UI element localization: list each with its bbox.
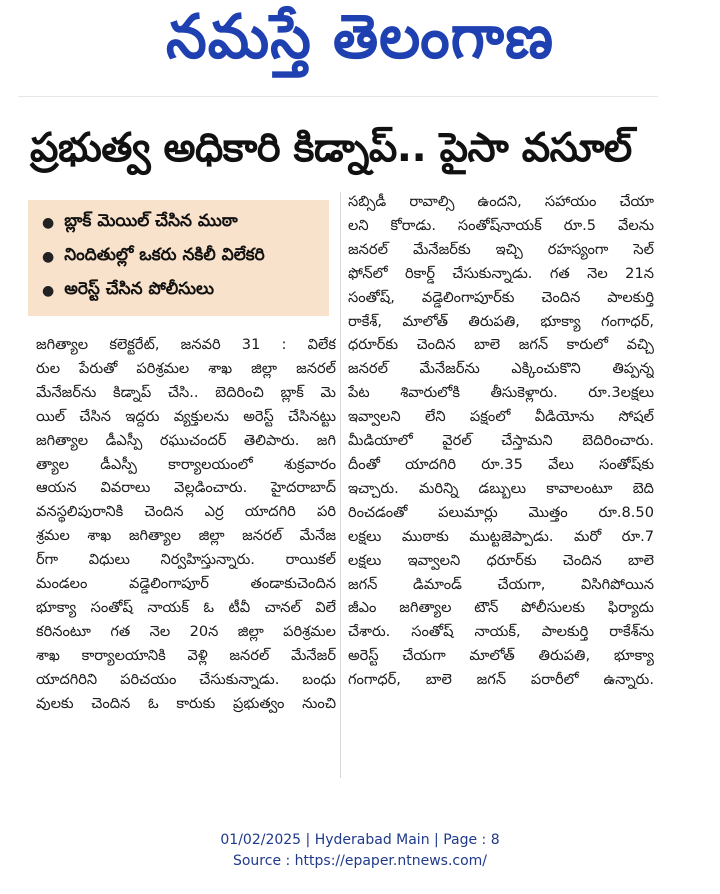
- text-line: జగన్‌ డిమాండ్‌ చేయగా, విసిగిపోయిన: [348, 575, 654, 593]
- text-line: మేనేజర్‌ను కిడ్నాప్‌ చేసి.. బెదిరించి బ్లాక్‌ మె: [36, 383, 336, 401]
- text-line: శాఖ కార్యాలయానికి వెళ్లి జనరల్‌ మేనేజర్‌: [36, 646, 336, 664]
- text-line: లని కోరాడు. సంతోష్‌నాయక్‌ రూ.5 వేలను: [348, 216, 654, 234]
- footer-date-edition: 01/02/2025 | Hyderabad Main | Page : 8: [220, 832, 500, 848]
- text-line: యిల్‌ చేసిన ఇద్దరు వ్యక్తులను అరెస్ట్‌ చేసినట్టు: [36, 407, 336, 425]
- text-line: ధరూర్‌కు చెందిన బాలె జగన్‌ కారులో వచ్చి: [348, 336, 654, 354]
- highlight-item: [42, 276, 214, 306]
- text-line: జీఎం జగిత్యాల టౌన్‌ పోలీసులకు ఫిర్యాదు: [348, 599, 654, 617]
- text-line: కరినంటూ గత నెల 20న జిల్లా పరిశ్రమల: [36, 622, 336, 640]
- highlights-box: [28, 200, 329, 316]
- text-line: లక్షలు ఇవ్వాలని ధరూర్‌కు చెందిన బాలె: [348, 551, 654, 569]
- text-line: లక్షలు ముఠాకు ముట్టజెప్పాడు. మరో రూ.7: [348, 527, 654, 545]
- text-line: అరెస్ట్‌ చేయగా మాలోత్‌ తిరుపతి, భూక్యా: [348, 647, 654, 665]
- text-line: మీడియాలో వైరల్‌ చేస్తామని బెదిరించారు.: [348, 432, 654, 450]
- text-line: సంతోష్‌, వడ్డెలింగాపూర్‌కు చెందిన పాలకుర్తి: [348, 288, 654, 306]
- text-line: రుల పేరుతో పరిశ్రమల శాఖ జిల్లా జనరల్‌: [36, 359, 336, 377]
- text-line: జగిత్యాల కలెక్టరేట్‌, జనవరి 31 : విలేక: [36, 336, 336, 353]
- masthead-title: నమస్తే తెలంగాణ: [166, 0, 554, 72]
- text-line: త్యాల డీఎస్పీ కార్యాలయంలో శుక్రవారం: [36, 455, 336, 473]
- text-line: రాకేశ్‌, మాలోత్‌ తిరుపతి, భూక్యా గంగాధర్‌,: [348, 312, 654, 330]
- column-divider: [340, 192, 341, 778]
- text-line: రించడంతో పలుమార్లు మొత్తం రూ.8.50: [348, 503, 654, 521]
- highlight-text: అరెస్ట్‌ చేసిన పోలీసులు: [64, 279, 214, 299]
- text-line: ఇవ్వాలని లేని పక్షంలో వీడియోను సోషల్‌: [348, 408, 654, 426]
- text-line: ర్‌గా విధులు నిర్వహిస్తున్నారు. రాయికల్‌: [36, 551, 336, 569]
- bullet-icon: ●: [42, 283, 55, 299]
- text-line: గంగాధర్‌, బాలె జగన్‌ పరారీలో ఉన్నారు.: [348, 671, 654, 689]
- article-column-right: [348, 190, 654, 692]
- text-line: వులకు చెందిన ఓ కారుకు ప్రభుత్వం నుంచి: [36, 694, 336, 712]
- text-line: వనస్థలిపురానికి చెందిన ఎర్ర యాదగిరి పరి: [36, 503, 336, 521]
- text-line: జగిత్యాల డీఎస్పీ రఘుచందర్‌ తెలిపారు. జగి: [36, 431, 336, 449]
- bullet-icon: ●: [42, 249, 55, 265]
- text-line: భూక్యా సంతోష్‌ నాయక్‌ ఓ టీవీ చానల్‌ విలే: [36, 598, 336, 616]
- text-line: యాదగిరిని పరిచయం చేసుకున్నాడు. బంధు: [36, 670, 336, 688]
- highlight-text: నిందితుల్లో ఒకరు నకిలీ విలేకరి: [64, 245, 265, 265]
- highlight-text: బ్లాక్‌ మెయిల్‌ చేసిన ముఠా: [64, 211, 238, 231]
- highlight-item: [42, 242, 265, 272]
- text-line: దీంతో యాదగిరి రూ.35 వేలు సంతోష్‌కు: [348, 455, 654, 473]
- text-line: చేశారు. సంతోష్‌ నాయక్‌, పాలకుర్తి రాకేశ్‌ను: [348, 623, 654, 641]
- text-line: ఫోన్‌లో రికార్డ్‌ చేసుకున్నాడు. గత నెల 21న: [348, 264, 654, 282]
- text-line: మండలం వడ్డెలింగాపూర్‌ తండాకుచెందిన: [36, 575, 336, 593]
- text-line: సబ్సిడీ రావాల్సి ఉందని, సహాయం చేయా: [348, 193, 654, 210]
- text-line: జనరల్‌ మేనేజర్‌ను ఎక్కించుకొని తిప్పన్న: [348, 360, 654, 378]
- article-column-left: [36, 333, 336, 716]
- text-line: శ్రమల శాఖ జగిత్యాల జిల్లా జనరల్‌ మేనేజ: [36, 527, 336, 545]
- text-line: పేట శివారులోకి తీసుకెళ్లారు. రూ.3లక్షలు: [348, 384, 654, 402]
- footer-source: Source : https://epaper.ntnews.com/: [232, 853, 488, 869]
- bullet-icon: ●: [42, 215, 55, 231]
- text-line: జనరల్‌ మేనేజర్‌కు ఇచ్చి రహస్యంగా సెల్‌: [348, 240, 654, 258]
- masthead-divider: [18, 96, 658, 97]
- text-line: ఆయన వివరాలు వెల్లడించారు. హైదరాబాద్‌: [36, 479, 336, 497]
- text-line: ఇచ్చారు. మరిన్ని డబ్బులు కావాలంటూ బెది: [348, 479, 654, 497]
- article-headline: ప్రభుత్వ అధికారి కిడ్నాప్.. పైసా వసూల్: [30, 125, 632, 171]
- highlight-item: [42, 208, 238, 238]
- masthead-logo: [150, 0, 570, 84]
